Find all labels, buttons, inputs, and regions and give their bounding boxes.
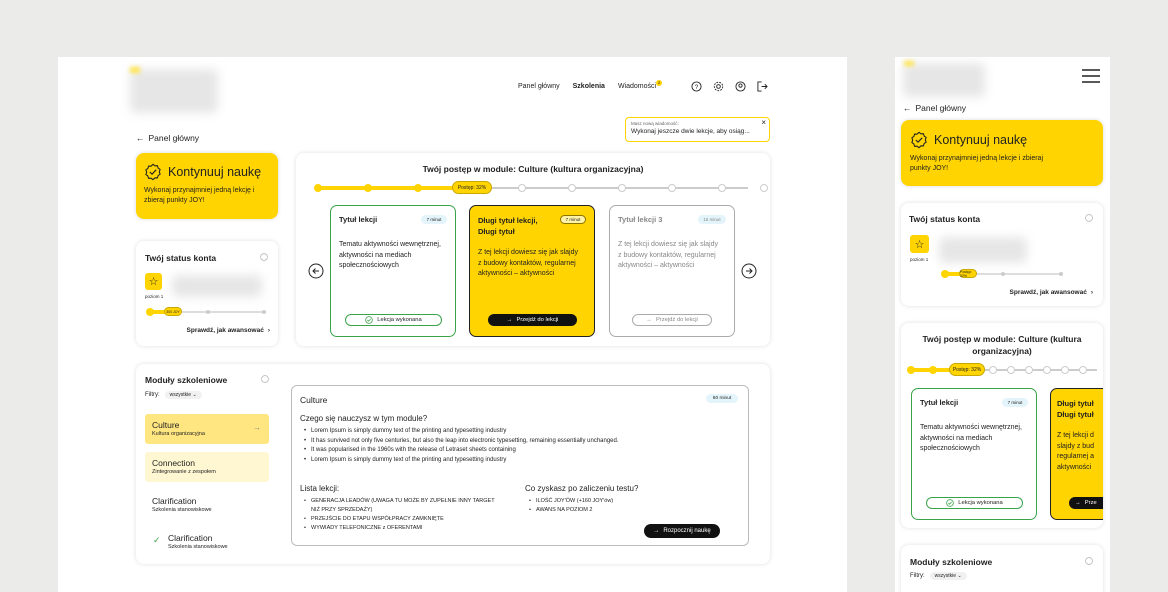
prev-arrow-icon[interactable] xyxy=(308,263,324,279)
lesson-title: Tytuł lekcji 3 xyxy=(618,215,663,224)
level-star-icon: ☆ xyxy=(910,235,929,253)
mobile-window xyxy=(895,57,1110,592)
logout-icon[interactable] xyxy=(757,81,768,92)
chevron-right-icon: › xyxy=(1090,289,1093,296)
continue-learning-card[interactable]: Kontynuuj naukę Wykonaj przynajmniej jedną lekcje i zbieraj punkty JOY! xyxy=(901,120,1103,186)
close-icon[interactable]: × xyxy=(761,118,766,127)
info-icon xyxy=(1085,557,1093,565)
badge-check-icon xyxy=(910,131,928,149)
go-to-lesson-button-disabled[interactable]: → Przejdź do lekcji xyxy=(632,314,712,326)
status-progress-label: 300 JOY xyxy=(164,307,182,316)
status-progress-track: Postęp: 32% xyxy=(943,273,1063,275)
top-nav xyxy=(518,79,661,93)
help-icon[interactable] xyxy=(691,81,702,92)
continue-title: Kontynuuj naukę xyxy=(168,165,262,179)
module-progress-track xyxy=(318,184,748,191)
lesson-time: 7 minut xyxy=(560,215,586,224)
info-icon xyxy=(260,253,268,261)
lessons-list-title: Lista lekcji: xyxy=(300,484,340,493)
module-progress-label: Postęp: 32% xyxy=(452,181,492,194)
check-icon: ✓ xyxy=(153,535,161,545)
hamburger-menu-icon[interactable] xyxy=(1082,69,1100,83)
settings-icon[interactable] xyxy=(713,81,724,92)
level-label: poziom 1 xyxy=(145,294,164,299)
account-info xyxy=(172,275,262,297)
lesson-time: 16 minut xyxy=(698,215,726,224)
lesson-text: Z tej lekcji dowiesz się jak slajdy z budowy kontaktów, regularnej aktywności – aktywności xyxy=(618,241,718,269)
module-item-active[interactable]: Culture Kultura organizacyjna → xyxy=(145,414,269,444)
learn-title: Czego się nauczysz w tym module? xyxy=(300,414,428,423)
notification-text: Wykonaj jeszcze dwie lekcje, aby osiąg... xyxy=(631,128,750,135)
nav-szkolenia[interactable]: Szkolenia xyxy=(572,82,605,90)
start-learning-button[interactable]: → Rozpocznij naukę xyxy=(644,524,720,538)
badge-check-icon xyxy=(144,163,162,181)
continue-learning-card[interactable] xyxy=(136,153,278,219)
info-icon xyxy=(261,375,269,383)
back-link[interactable]: ← Panel główny xyxy=(136,133,200,143)
nav-panel[interactable]: Panel główny xyxy=(518,82,560,90)
status-title: Twój status konta xyxy=(145,253,217,263)
message-badge: 2 xyxy=(657,80,661,85)
user-icon[interactable] xyxy=(735,81,746,92)
lesson-card-current[interactable]: Długi tytuł Długi tytuł Z tej lekcji d slajdy z bud regularnej a aktywności → Prze xyxy=(1050,388,1103,520)
advance-link[interactable]: Sprawdź, jak awansować › xyxy=(186,327,270,334)
arrow-right-icon: → xyxy=(253,423,261,432)
training-modules-card: Moduły szkoleniowe Filtry: wszystkie ⌄ xyxy=(901,545,1103,592)
notification-title: Masz nową wiadomość: xyxy=(631,121,679,126)
check-circle-icon xyxy=(365,316,373,324)
lesson-text: Z tej lekcji dowiesz się jak slajdy z budowy kontaktów, regularnej aktywności – aktywności xyxy=(478,249,578,277)
lesson-done-button[interactable]: Lekcja wykonana xyxy=(926,497,1023,509)
filter-select[interactable]: wszystkie ⌄ xyxy=(165,391,202,399)
module-progress-card: Twój postęp w module: Culture (kultura organizacyjna) Postęp: 32% Tytuł lekcji 7 minut Tematu aktywności wewnętrznej, aktywności na mediach społecznościowych Lekcja wykonana Długi tytuł Długi tytuł Z tej lekcji d slajdy z bud regularnej a aktywności → Prze xyxy=(901,323,1103,528)
module-progress-track: Postęp: 32% xyxy=(911,369,1097,371)
lesson-text: Tematu aktywności wewnętrznej, aktywności na mediach społecznościowych xyxy=(339,241,441,269)
logo xyxy=(130,69,218,113)
advance-link[interactable]: Sprawdź, jak awansować › xyxy=(1009,289,1093,296)
arrow-right-icon: → xyxy=(653,528,660,534)
arrow-right-icon: → xyxy=(506,317,513,323)
lesson-card-current[interactable] xyxy=(469,205,595,337)
lesson-title: Tytuł lekcji xyxy=(339,215,378,224)
go-to-lesson-button[interactable]: → Prze xyxy=(1069,497,1103,509)
back-link[interactable]: ← Panel główny xyxy=(903,103,967,113)
learn-list: • Lorem Ipsum is simply dummy text of the printing and typesetting industry • It has survived not only five centuries, but also the leap into electronic typesetting, remaining essentially unchanged. • It was popularised in the 1960s with the release of Letraset sheets containing • Lorem Ipsum is simply dummy text of the printing and typesetting industry xyxy=(300,427,740,465)
desktop-window xyxy=(58,57,847,592)
notification-toast[interactable] xyxy=(625,117,770,142)
status-progress-track xyxy=(148,311,266,313)
module-item[interactable]: Connection Zintegrowanie z zespołem xyxy=(145,452,269,482)
filter-select[interactable]: wszystkie ⌄ xyxy=(930,572,967,580)
lesson-done-button[interactable]: Lekcja wykonana xyxy=(345,314,442,326)
detail-time: 60 minut xyxy=(706,394,738,403)
account-status-card xyxy=(136,241,278,346)
lesson-card-done[interactable] xyxy=(330,205,456,337)
module-progress-card xyxy=(296,153,770,346)
svg-text:?: ? xyxy=(694,83,699,91)
module-item-completed[interactable]: ✓ Clarification Szkolenia stanowiskowe xyxy=(153,533,228,550)
account-info xyxy=(939,237,1027,263)
module-progress-title: Twój postęp w module: Culture (kultura organizacyjna) xyxy=(422,164,644,174)
continue-text: Wykonaj przynajmniej jedną lekcję i zbieraj punkty JOY! xyxy=(144,187,255,204)
lesson-title: Długi tytuł lekcji, Długi tytuł xyxy=(478,216,538,236)
chevron-right-icon: › xyxy=(267,327,270,334)
training-modules-card xyxy=(136,364,770,564)
lesson-card-locked[interactable] xyxy=(609,205,735,337)
check-circle-icon xyxy=(946,499,954,507)
gain-title: Co zyskasz po zaliczeniu testu? xyxy=(525,484,639,493)
gain-list: • ILOŚĆ JOY'ÓW (+160 JOY'ów) • AWANS NA POZIOM 2 xyxy=(525,497,725,515)
info-icon xyxy=(1085,214,1093,222)
filter-label: Filtry: xyxy=(145,392,160,398)
arrow-left-icon: ← xyxy=(903,103,912,113)
arrow-right-icon: → xyxy=(646,317,652,323)
logo xyxy=(903,63,985,97)
lessons-list: • GENERACJA LEADÓW (UWAGA TU MOŻE BY ZUPEŁNIE INNY TARGET NIŻ PRZY SPRZEDAŻY) • PRZEJŚCIE DO ETAPU WSPÓŁPRACY ZAMKNIĘTE • WYWIADY TELEFONICZNE z OFERENTAMI xyxy=(300,497,510,533)
go-to-lesson-button[interactable]: → Przejdź do lekcji xyxy=(488,314,577,326)
detail-name: Culture xyxy=(300,395,328,405)
level-star-icon: ☆ xyxy=(145,273,162,290)
modules-title: Moduły szkoleniowe xyxy=(145,375,228,385)
nav-wiadomosci[interactable]: Wiadomości 2 xyxy=(617,80,661,90)
account-status-card: Twój status konta ☆ poziom 1 Postęp: 32% Sprawdź, jak awansować › xyxy=(901,203,1103,306)
arrow-left-icon: ← xyxy=(136,133,145,143)
arrow-right-icon: → xyxy=(1075,500,1081,506)
lesson-time: 7 minut xyxy=(421,215,447,224)
module-item[interactable]: Clarification Szkolenia stanowiskowe xyxy=(152,496,212,513)
lesson-card-done[interactable]: Tytuł lekcji 7 minut Tematu aktywności wewnętrznej, aktywności na mediach społecznościowych Lekcja wykonana xyxy=(911,388,1037,520)
module-detail-panel xyxy=(291,385,749,546)
next-arrow-icon[interactable] xyxy=(741,263,757,279)
